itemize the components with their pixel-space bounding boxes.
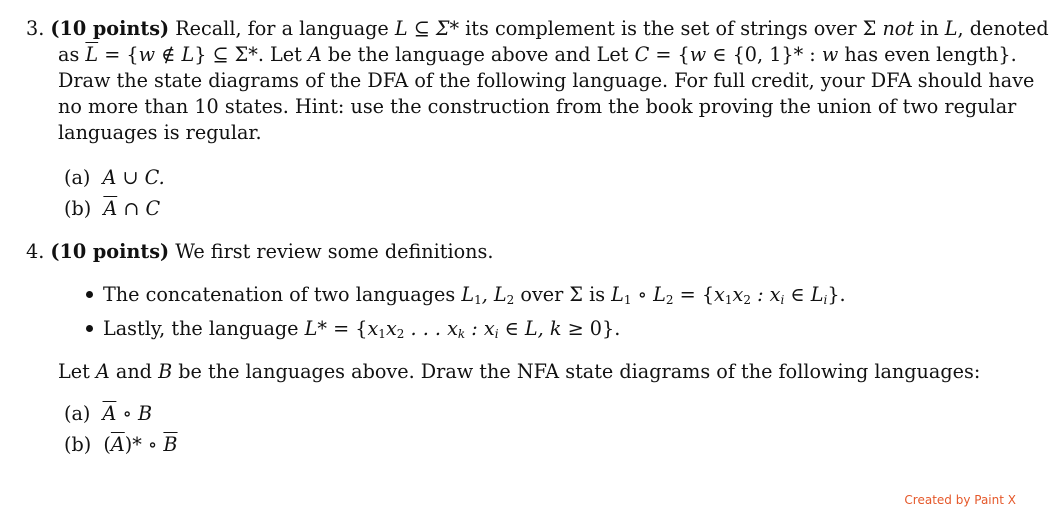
q3-line-2: as $\overline{L} = \{w$ ∉ L} ⊆ Σ*. Let A be the language above and Let C = {w ∈ {0, 1}* : w has even length}. xyxy=(58,43,1017,66)
watermark: Created by Paint X xyxy=(904,493,1016,507)
q3-line-1: 3. (10 points) Recall, for a language L ⊆ Σ* its complement is the set of strings over Σ not in L, denoted xyxy=(26,17,1049,40)
q3-line-5: languages is regular. xyxy=(58,121,262,144)
q3-line-3: Draw the state diagrams of the DFA of the following language. For full credit, your DFA should have xyxy=(58,69,1035,92)
q3-points: (10 points) xyxy=(50,17,170,40)
q4-instruction: Let A and B be the languages above. Draw the NFA state diagrams of the following languages: xyxy=(58,360,981,383)
q4-part-b: (b) $(\overline{A})*$ ∘ $\overline{B}$ xyxy=(64,433,178,456)
q4-number: 4. xyxy=(26,240,45,263)
q4-line-1: 4. (10 points) We first review some definitions. xyxy=(26,240,494,263)
bullet-icon xyxy=(86,325,93,332)
bullet-icon xyxy=(86,291,93,298)
q4-bullet-1: The concatenation of two languages $L_1$, $L_2$ over Σ is $L_1$ ∘ $L_2 = \{x_1x_2$ : $x_i$ ∈ $L_i$}. xyxy=(86,282,846,307)
q4-bullet-2: Lastly, the language $L* = \{x_1x_2$ . . . $x_k$ : $x_i$ ∈ L, k ≥ 0}. xyxy=(86,316,620,341)
q3-part-a: (a) A ∪ C. xyxy=(64,166,165,189)
q3-number: 3. xyxy=(26,17,45,40)
q4-part-a: (a) $\overline{A}$ ∘ B xyxy=(64,402,153,425)
q4-points: (10 points) xyxy=(50,240,170,263)
q3-line-4: no more than 10 states. Hint: use the construction from the book proving the union of two regular xyxy=(58,95,1017,118)
q3-part-b: (b) $\overline{A}$ ∩ C xyxy=(64,197,161,220)
